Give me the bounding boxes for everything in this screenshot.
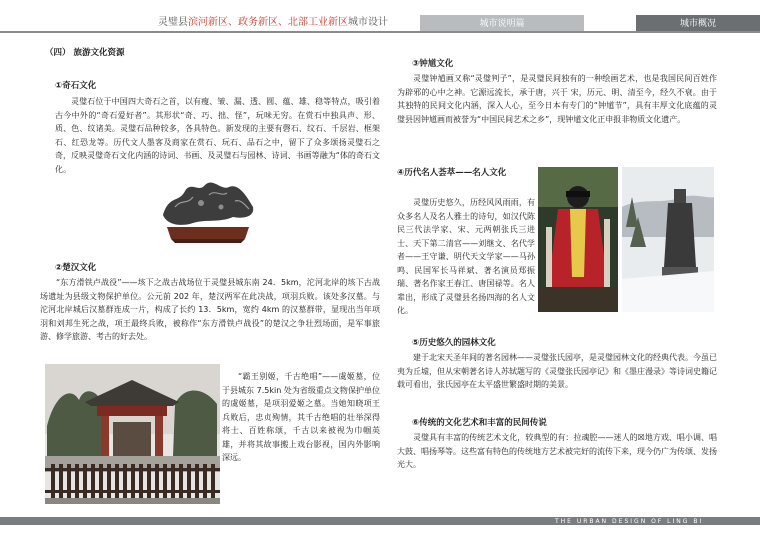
heading-chu-han: ②楚汉文化	[55, 263, 97, 273]
yuji-tomb-gate-image	[45, 364, 220, 504]
title-highlight: 滨河新区、政务新区、北部工业新区	[188, 17, 348, 28]
heading-garden: ⑤历史悠久的园林文化	[412, 338, 496, 348]
lingbi-stone-image	[155, 173, 260, 253]
para-famous-people-wrap	[397, 196, 535, 320]
tab-city-overview: 城市概况	[636, 15, 760, 33]
para-zhongkui: 灵璧钟馗画又称“灵璧判子”，是灵璧民间独有的一种绘画艺术，也是我国民间百姓作为辟邪的心中之神。它源远流长，承于唐，兴于 宋，历元、明、清至今，经久不衰。由于其独特的民间文化内涵，深入人心，至今日本有专门的“钟馗节”，具有丰厚文化底蕴的灵璧县因钟馗画而被誉为“中国民间艺术之乡”，现钟馗文化正申报非物质文化遗产。	[397, 74, 717, 124]
heading-folk-art: ⑥传统的文化艺术和丰富的民间传说	[412, 418, 547, 428]
footer-caption: THE URBAN DESIGN OF LING BI	[555, 518, 704, 525]
para-yuji-wrap	[222, 370, 380, 465]
para-strange-stone: 灵璧石位于中国四大奇石之首，以有瘦、皱、漏、透、圆、蕴、雄、稳等特点，吸引着古今中外的“奇石爱好者”。其形状“奇、巧、拙、怪”，玩味无穷。在赏石中独具声、形、质、色、纹诸美。灵璧石品种较多，各具特色。新发现的主要有磬石、纹石、千层岩、框架石、红恐龙等。历代文人墨客及商家在赏石、玩石、品石之中，留下了众多颂扬灵璧石之奇，反映灵璧奇石文化内涵的诗词、书画、及灵璧石与园林、诗词、书画等融为“体的奇石文化。	[55, 97, 380, 174]
tab-city-description: 城市说明篇	[420, 15, 584, 33]
para-famous-people: 灵璧历史悠久，历经风风雨雨，有众多名人及名人雅士的诗句，如汉代陈民三代法学家、宋、元两朝张氏三进士、天下第二清官——刘继文、名代学者——王守谦、明代天文学家——马孙鸣、民国军长马祥斌、著名演员郑振瑞、著名作家王春江、唐国禄等。名人辈出，形成了灵璧县名扬四海的名人文化。	[397, 198, 535, 315]
para-folk-art: 灵璧具有丰富的传统艺术文化，较典型的有：拉魂腔——迷人的☒地方戏、唱小调、唱大鼓、唱扬琴等。这些富有特色的传统地方艺术被完好的流传下来，现今仍广为传颂、发扬光大。	[397, 433, 717, 469]
heading-strange-stone: ①奇石文化	[55, 81, 97, 91]
statue-in-snow-photo	[622, 167, 714, 312]
para-zhongkui-wrap	[397, 72, 717, 126]
heading-zhongkui: ③钟馗文化	[412, 59, 454, 69]
para-chu-han: “东方滑铁卢战役”——垓下之战古战场位于灵璧县城东南 24．5km，沱河北岸的垓下古战场遗址为县级文物保护单位。公元前 202 年，楚汉两军在此决战，项羽兵败。该处多汉墓。与沱河北岸城后汉墓群连成一片，构成了长约 13．5km，宽约 4km 的汉墓群带，显现出当年项羽和刘邦生死之战，项王最终兵败，被称作“东方滑铁卢战役”的楚汉之争壮烈场面，是军事旅游、修学旅游、考古的好去处。	[40, 278, 380, 341]
title-suffix: 城市设计	[348, 17, 388, 28]
header-rule	[0, 31, 760, 33]
section-title: （四） 旅游文化资源	[45, 48, 125, 58]
para-garden: 建于北宋天圣年间的著名园林——灵璧张氏园亭，是灵璧园林文化的经典代表。今虽已夷为丘墟，但从宋朝著名诗人苏轼题写的《灵璧张氏园亭记》和《墨庄漫录》等诗词史籍记载可看出，张氏园亭在太平盛世繁盛时期的美景。	[397, 353, 717, 389]
heading-famous-people: ④历代名人荟萃——名人文化	[397, 168, 507, 178]
para-garden-wrap	[397, 351, 717, 392]
para-yuji: “霸王别姬，千古绝唱”——虞姬墓，位于县城东 7.5kin 处为省级重点文物保护单位的虞姬墓，是项羽爱姬之墓。当她知晓项王兵败后，忠贞殉情，其千古绝唱的壮举深得将士、百姓称颂，千古以来被视为巾帼英雄，并将其故事搬上戏台影视，国内外影响深远。	[222, 372, 380, 462]
para-chu-han-wrap	[40, 276, 380, 344]
zhongkui-costume-photo	[538, 167, 618, 312]
title-prefix: 灵璧县	[158, 17, 188, 28]
document-title	[158, 17, 388, 29]
para-folk-art-wrap	[397, 431, 717, 472]
